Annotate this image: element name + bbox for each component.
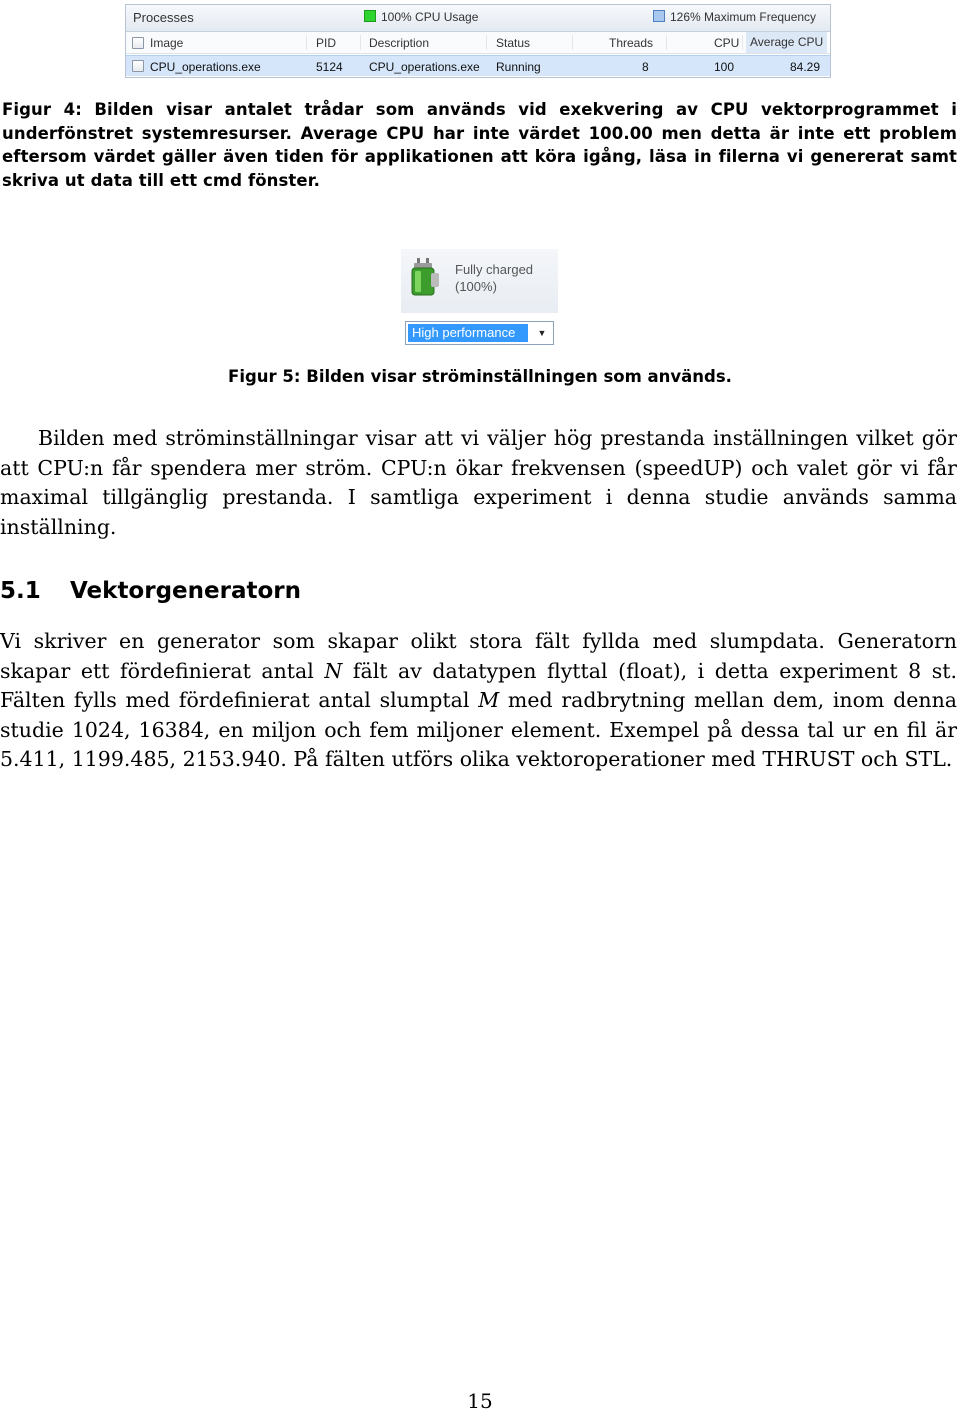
select-all-checkbox[interactable] (132, 37, 144, 49)
cpu-usage-stat (364, 10, 478, 24)
power-plan-dropdown[interactable] (405, 321, 554, 345)
processes-title: Processes (133, 10, 194, 25)
battery-status-label: Fully charged (455, 262, 534, 277)
max-frequency-stat (653, 10, 816, 24)
cell-cpu: 100 (714, 60, 735, 74)
figure-5-caption: Figur 5: Bilden visar ströminställningen som används. (228, 367, 732, 386)
cpu-usage-swatch-icon (364, 10, 376, 22)
column-header-row (126, 32, 830, 54)
max-frequency-label: 126% Maximum Frequency (670, 10, 817, 24)
column-pid[interactable]: PID (316, 36, 337, 50)
section-heading (0, 578, 301, 604)
cell-description: CPU_operations.exe (369, 60, 480, 74)
variable-m: M (478, 688, 500, 713)
body-paragraph-2 (0, 627, 957, 775)
column-divider (572, 35, 573, 50)
column-status[interactable]: Status (496, 36, 531, 50)
row-checkbox[interactable] (132, 60, 144, 72)
table-row[interactable] (126, 55, 830, 76)
column-threads[interactable]: Threads (609, 36, 654, 50)
section-number: 5.1 (0, 578, 41, 604)
column-cpu[interactable]: CPU (714, 36, 740, 50)
paragraph-2-text-c: med radbrytning mellan dem, inom denna studie 1024, 16384, en miljon och fem miljoner element. Exempel på dessa tal ur en fil är 5.411, 1199.485, 2153.940. På fälten utförs olika vektoroperationer med THRUST och STL. (0, 688, 957, 772)
column-image[interactable]: Image (150, 36, 184, 50)
cpu-usage-label: 100% CPU Usage (381, 10, 479, 24)
cell-pid: 5124 (316, 60, 343, 74)
battery-percent-label: (100%) (455, 279, 497, 294)
paragraph-2-text-a: Vi skriver en generator som skapar olikt stora fält fyllda med slumpdata. Generatorn skapar ett fördefinierat antal (0, 629, 957, 683)
column-divider (306, 35, 307, 50)
max-frequency-swatch-icon (653, 10, 665, 22)
section-title: Vektorgeneratorn (70, 578, 301, 604)
processes-header[interactable] (126, 5, 830, 32)
battery-plug-icon (406, 257, 442, 297)
paragraph-2-text-b: fält av datatypen flyttal (float), i detta experiment 8 st. Fälten fylls med fördefinierat antal slumptal (0, 658, 957, 713)
cell-status: Running (496, 60, 541, 74)
resource-monitor-panel (125, 4, 831, 78)
column-divider (486, 35, 487, 50)
cell-threads: 8 (642, 60, 649, 74)
column-divider (742, 35, 743, 50)
figure-4-caption: Figur 4: Bilden visar antalet trådar som används vid exekvering av CPU vektorprogrammet i underfönstret systemresurser. Average CPU har inte värdet 100.00 men detta är inte ett problem eftersom värdet gäller även tiden för applikationen att köra igång, läsa in filerna vi genererat samt skriva ut data till ett cmd fönster. (2, 100, 957, 190)
column-average-cpu[interactable]: Average CPU (746, 32, 827, 53)
column-description[interactable]: Description (369, 36, 430, 50)
battery-status-panel (401, 249, 558, 313)
cell-average-cpu: 84.29 (790, 60, 821, 74)
cell-image: CPU_operations.exe (150, 60, 261, 74)
chevron-down-icon[interactable]: ▼ (537, 328, 547, 338)
variable-n: N (324, 658, 343, 683)
page-number: 15 (467, 1389, 493, 1413)
column-divider (666, 35, 667, 50)
power-plan-selected: High performance (408, 324, 528, 342)
body-paragraph-1: Bilden med ströminställningar visar att vi väljer hög prestanda inställningen vilket gör att CPU:n får spendera mer ström. CPU:n ökar frekvensen (speedUP) och valet gör vi får maximal tillgänglig prestanda. I samtliga experiment i denna studie används samma inställning. (0, 426, 957, 539)
column-divider (360, 35, 361, 50)
